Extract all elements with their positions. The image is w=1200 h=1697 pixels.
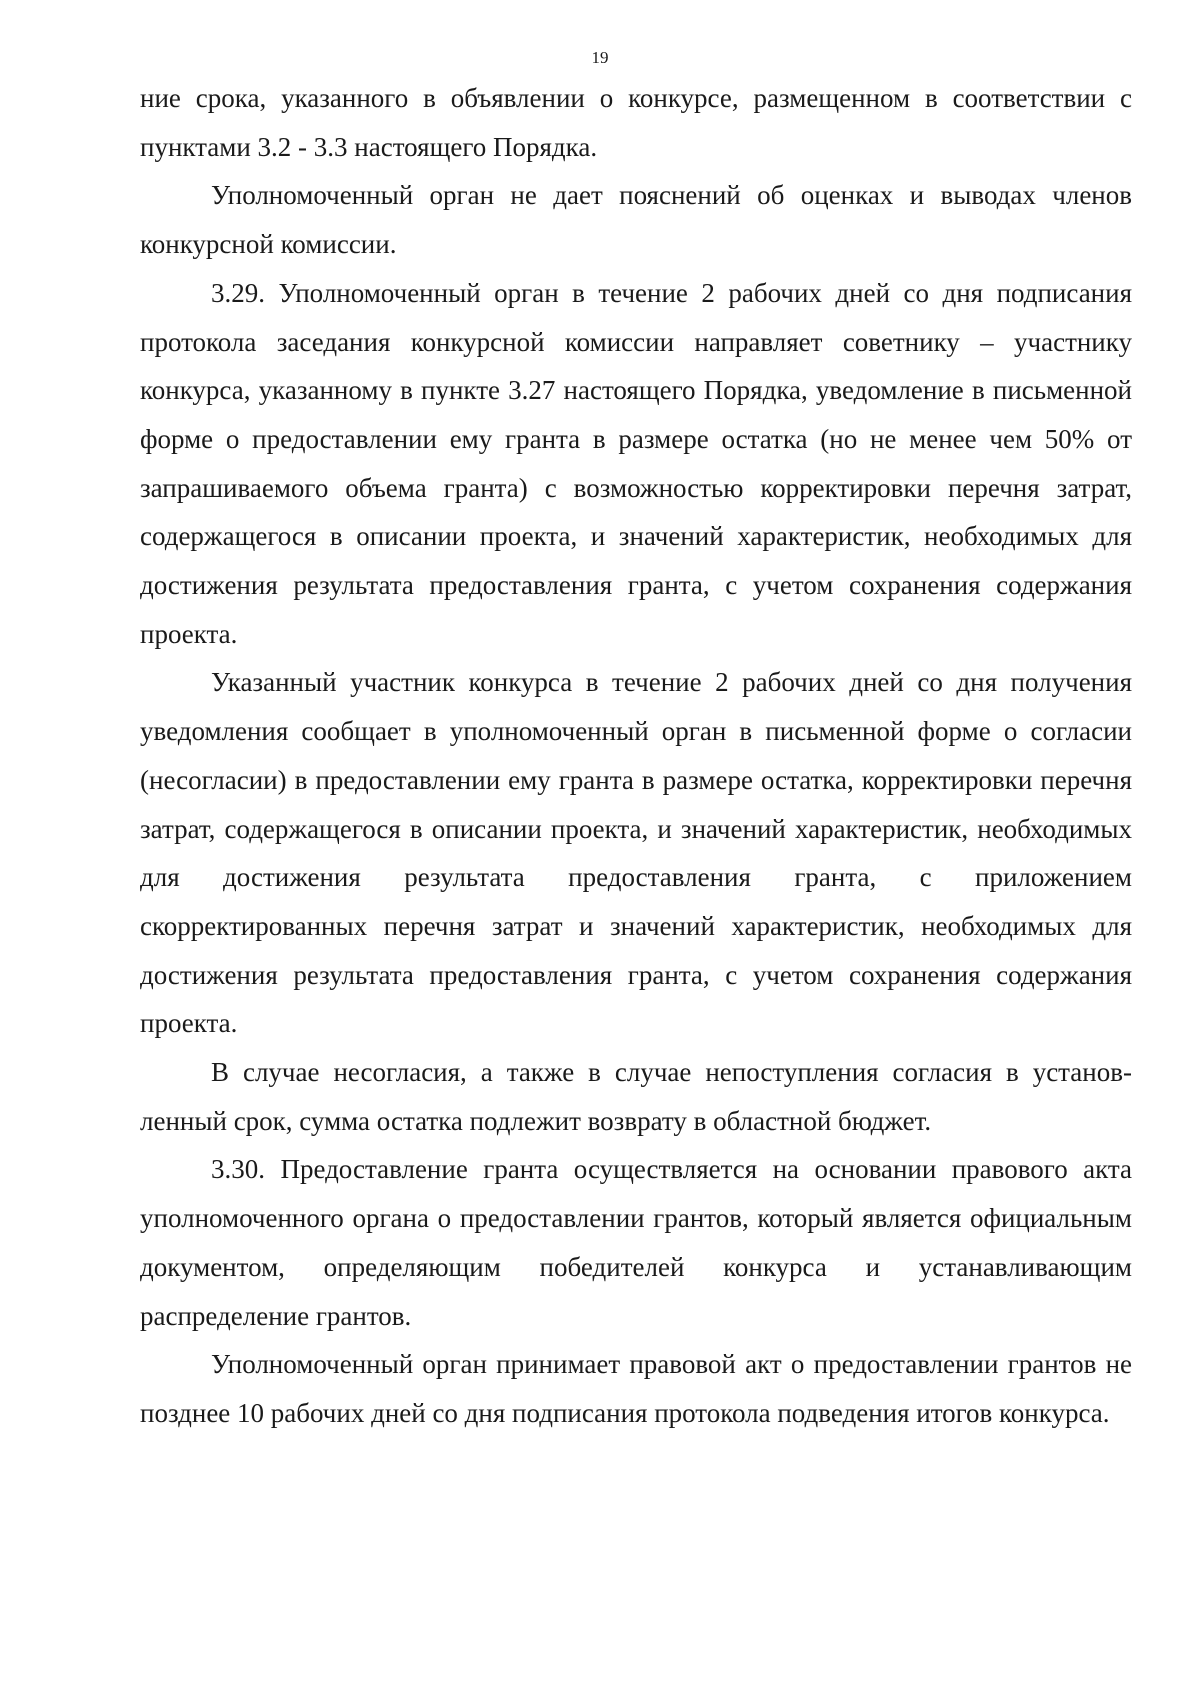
page-number: 19: [591, 48, 609, 67]
paragraph-no-explanations: Уполномоченный орган не дает пояснений об оценках и выводах членов конкурсной комиссии.: [140, 180, 1132, 260]
document-body: [140, 74, 1132, 1438]
paragraph-continuation: ние срока, указанного в объявлении о конкурсе, размещенном в соответствии с пунктами 3.2 - 3.3 настоящего Порядка.: [140, 83, 1132, 162]
paragraph-legal-act: Уполномоченный орган принимает правовой акт о предоставлении грантов не позднее 10 рабочих дней со дня подписания протокола подведения итогов конкурса.: [140, 1349, 1132, 1428]
paragraph-3-29: 3.29. Уполномоченный орган в течение 2 рабочих дней со дня подписания протокола заседания конкурсной комиссии направляет советнику – участнику конкурса, указанному в пункте 3.27 настоящего Порядка, уведомление в письменной форме о предоставлении ему гранта в размере остатка (но не менее чем 50% от запрашиваемого объема гранта) с возможностью корректировки перечня затрат, содержащегося в описании проекта, и значений характеристик, необходимых для достижения результата предоставления гранта, с учетом сохранения содержания проекта.: [140, 277, 1132, 649]
paragraph-participant-response: Указанный участник конкурса в течение 2 рабочих дней со дня получения уведомления сообщает в уполномоченный орган в письменной форме о согласии (несогласии) в предоставлении ему гранта в размере остатка, корректировки перечня затрат, содержащегося в описании проекта, и значений характеристик, необходимых для достижения результата предоставления гранта, с приложением скорректированных перечня затрат и значений характеристик, необходимых для достижения результата предоставления гранта, с учетом сохранения содержания проекта.: [140, 667, 1132, 1039]
paragraph-3-30: 3.30. Предоставление гранта осуществляется на основании правового акта уполномоченного органа о предоставлении грантов, который является официальным документом, определяющим победителей конкурса и устанавливающим распределение грантов.: [140, 1154, 1132, 1331]
paragraph-disagreement: В случае несогласия, а также в случае непоступления согласия в установленный срок, сумма остатка подлежит возврату в областной бюджет.: [140, 1057, 1132, 1136]
